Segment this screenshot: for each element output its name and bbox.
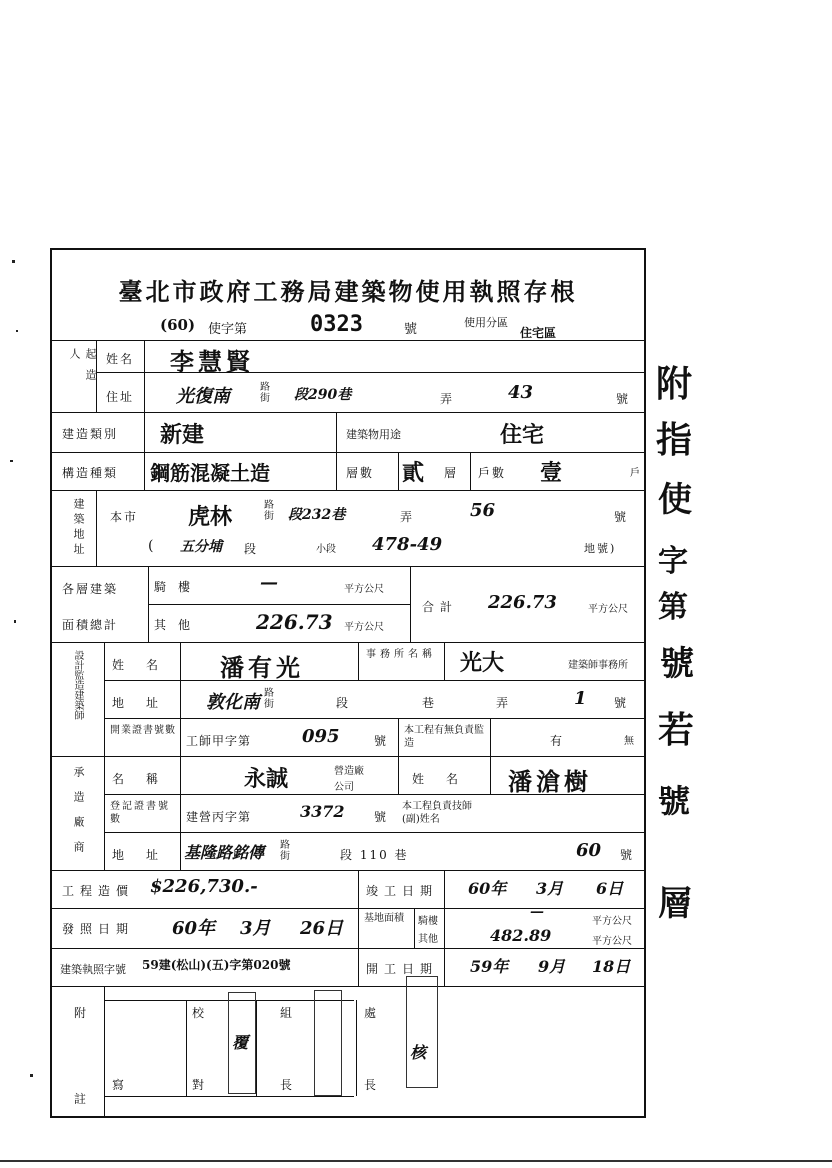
structure-value: 鋼筋混凝土造: [150, 461, 270, 485]
area-arcade-label: 騎樓: [154, 580, 203, 594]
contractor-person-value: 潘滄樹: [508, 767, 592, 796]
base-label: 基地面積: [364, 913, 404, 924]
architect-license-value: 095: [302, 726, 340, 747]
zone-value: 住宅區: [520, 326, 557, 340]
permit-form: [50, 248, 646, 1118]
applicant-addr-hao: 號: [616, 392, 631, 406]
contractor-name-suffix2: 公司: [334, 782, 354, 793]
architect-addr-alley: 弄: [496, 696, 511, 710]
floors-value: 貳: [402, 460, 425, 486]
contractor-reg-value: 3372: [300, 802, 345, 821]
contractor-addr-label: 地址: [112, 848, 181, 862]
col-check-bottom: 對: [192, 1078, 207, 1092]
side-char: 指: [656, 419, 693, 461]
architect-name-label: 姓名: [112, 658, 181, 672]
area-other-unit: 平方公尺: [344, 622, 384, 633]
applicant-addr-no: 43: [508, 382, 534, 403]
area-total-label: 合計: [422, 600, 459, 614]
site-road-suffix: 路街: [264, 500, 274, 522]
start-label: 開工日期: [366, 962, 439, 976]
site-section-value: 段232巷: [288, 507, 346, 523]
site-road-value: 虎林: [188, 504, 233, 530]
area-label-2: 面積總計: [62, 618, 119, 632]
issue-label: 發照日期: [62, 922, 135, 936]
side-char: 層: [658, 884, 692, 924]
architect-addr-hao: 號: [614, 696, 629, 710]
units-label: 戶數: [478, 466, 507, 480]
contractor-reg-label: 登記證書號數: [110, 801, 170, 825]
contractor-addr-suffix: 路街: [280, 840, 290, 862]
applicant-section-label: 起造人: [68, 348, 97, 390]
scan-speck: [12, 260, 15, 263]
site-lot-suffix: 地號): [584, 542, 617, 555]
architect-license-label: 開業證書號數: [110, 725, 176, 736]
col-chief-bottom: 長: [364, 1078, 379, 1092]
site-lane-label: 弄: [400, 510, 415, 524]
side-char: 號: [658, 782, 691, 820]
permit-no-value: 59建(松山)(五)字第020號: [142, 958, 291, 972]
site-number-value: 56: [470, 500, 496, 521]
site-hao: 號: [614, 510, 629, 524]
contractor-reg-hao: 號: [374, 810, 389, 824]
applicant-addr-road: 光復南: [176, 386, 230, 407]
base-arcade-value: —: [530, 904, 544, 920]
issue-year: 60年: [172, 918, 216, 939]
use-value: 住宅: [500, 422, 545, 448]
area-arcade-unit: 平方公尺: [344, 584, 384, 595]
applicant-addr-no-label: 弄: [440, 392, 455, 406]
contractor-person-label: 姓名: [412, 772, 481, 786]
applicant-name-value: 李慧賢: [170, 347, 254, 376]
area-other-value: 226.73: [256, 610, 333, 634]
approval-stamp: [314, 990, 342, 1096]
units-unit: 戶: [630, 468, 642, 479]
base-other-label: 其他: [418, 934, 438, 945]
contractor-name-suffix: 營造廠: [334, 766, 364, 777]
zone-label: 使用分區: [464, 316, 508, 329]
note-label-top: 附: [74, 1006, 89, 1020]
applicant-addr-section: 段290巷: [294, 387, 352, 403]
contractor-name-value: 永誠: [244, 766, 289, 792]
col-section-top: 組: [280, 1006, 295, 1020]
scan-speck: [16, 330, 18, 332]
scan-speck: [10, 460, 13, 462]
side-char: 若: [658, 709, 695, 751]
site-section-label: 建築地址: [72, 498, 85, 558]
architect-addr-section: 段: [336, 696, 351, 710]
applicant-addr-road-suffix: 路街: [260, 382, 270, 404]
base-other-value: 482.89: [490, 926, 552, 945]
permit-no-label: 建築執照字號: [60, 963, 126, 976]
col-section-bottom: 長: [280, 1078, 295, 1092]
permit-hao: 號: [404, 322, 418, 337]
permit-number: 0323: [310, 312, 363, 337]
complete-day: 6日: [596, 879, 624, 898]
area-label-1: 各層建築: [62, 582, 119, 596]
architect-supervise-extra: 無: [624, 736, 636, 747]
contractor-addr-no: 60: [576, 840, 602, 861]
architect-supervise-value: 有: [550, 734, 565, 748]
base-arcade-unit: 平方公尺: [592, 916, 632, 927]
architect-addr-label: 地址: [112, 696, 181, 710]
area-total-value: 226.73: [488, 592, 557, 613]
area-arcade-value: —: [260, 572, 278, 593]
start-year: 59年: [470, 957, 509, 976]
units-value: 壹: [540, 460, 563, 486]
type-value: 新建: [160, 422, 205, 448]
side-char: 號: [660, 644, 694, 684]
site-district-suffix: 段: [244, 542, 259, 556]
side-char: 附: [656, 363, 693, 405]
side-column: [650, 356, 710, 1116]
contractor-name-label: 名稱: [112, 772, 181, 786]
base-arcade-label: 騎樓: [418, 916, 438, 927]
architect-license-prefix: 工師甲字第: [186, 734, 252, 748]
structure-label: 構造種類: [62, 466, 119, 480]
floors-unit: 層: [444, 466, 459, 480]
architect-license-hao: 號: [374, 734, 389, 748]
start-day: 18日: [592, 957, 631, 976]
bottom-line: [0, 1160, 832, 1162]
architect-addr-no: 1: [574, 688, 587, 709]
architect-addr-suffix: 路街: [264, 688, 274, 710]
applicant-name-label: 姓名: [106, 352, 135, 366]
site-lot-value: 478-49: [372, 534, 443, 555]
complete-month: 3月: [536, 879, 564, 898]
base-other-unit: 平方公尺: [592, 936, 632, 947]
issue-month: 3月: [240, 918, 271, 939]
col-check-top: 校: [192, 1006, 207, 1020]
use-label: 建築物用途: [346, 428, 401, 441]
architect-supervise-label: 本工程有無負責監造: [404, 725, 484, 749]
side-char: 使: [658, 480, 692, 520]
form-title: 臺北市政府工務局建築物使用執照存根: [118, 277, 578, 306]
site-city-label: 本市: [110, 510, 139, 524]
architect-section-label: 設計監造建築師: [72, 650, 83, 720]
site-district-value: 五分埔: [180, 539, 222, 555]
side-char: 第: [658, 590, 688, 625]
floors-label: 層數: [346, 466, 375, 480]
scan-speck: [14, 620, 16, 623]
cost-label: 工程造價: [62, 884, 135, 898]
architect-name-value: 潘有光: [220, 653, 304, 682]
year-code: (60): [160, 316, 196, 334]
stamp-b: 核: [410, 1043, 427, 1062]
note-label-bottom: 註: [74, 1092, 89, 1106]
site-subsection-label: 小段: [316, 544, 336, 555]
scan-speck: [30, 1074, 33, 1077]
applicant-addr-label: 住址: [106, 390, 135, 404]
architect-addr-lane: 巷: [422, 696, 437, 710]
contractor-section-label: 承造廠商: [72, 766, 85, 866]
issue-day: 26日: [300, 918, 344, 939]
architect-office-suffix: 建築師事務所: [568, 660, 628, 671]
architect-office-value: 光大: [460, 650, 505, 676]
contractor-addr-hao: 號: [620, 848, 635, 862]
architect-office-label: 事務所名稱: [366, 649, 436, 660]
start-month: 9月: [538, 957, 566, 976]
architect-addr-road: 敦化南: [206, 692, 260, 713]
area-other-label: 其他: [154, 618, 203, 632]
col-chief-top: 處: [364, 1006, 379, 1020]
col-clerk: 寫: [112, 1078, 127, 1092]
stamp-a: 覆: [232, 1033, 249, 1052]
cost-value: $226,730.-: [150, 876, 258, 897]
contractor-reg-prefix: 建營丙字第: [186, 810, 252, 824]
complete-year: 60年: [468, 879, 507, 898]
site-land-open: (: [148, 538, 156, 554]
area-total-unit: 平方公尺: [588, 604, 628, 615]
contractor-addr-road: 基隆路銘傳: [184, 843, 265, 862]
contractor-tech-label: 本工程負責技師(副)姓名: [402, 801, 472, 825]
contractor-addr-section: 段 110 巷: [340, 848, 409, 862]
chief-stamp: [406, 976, 438, 1088]
type-label: 建造類別: [62, 427, 119, 441]
complete-label: 竣工日期: [366, 884, 439, 898]
side-char: 字: [658, 544, 688, 579]
permit-word: 使字第: [208, 322, 248, 337]
